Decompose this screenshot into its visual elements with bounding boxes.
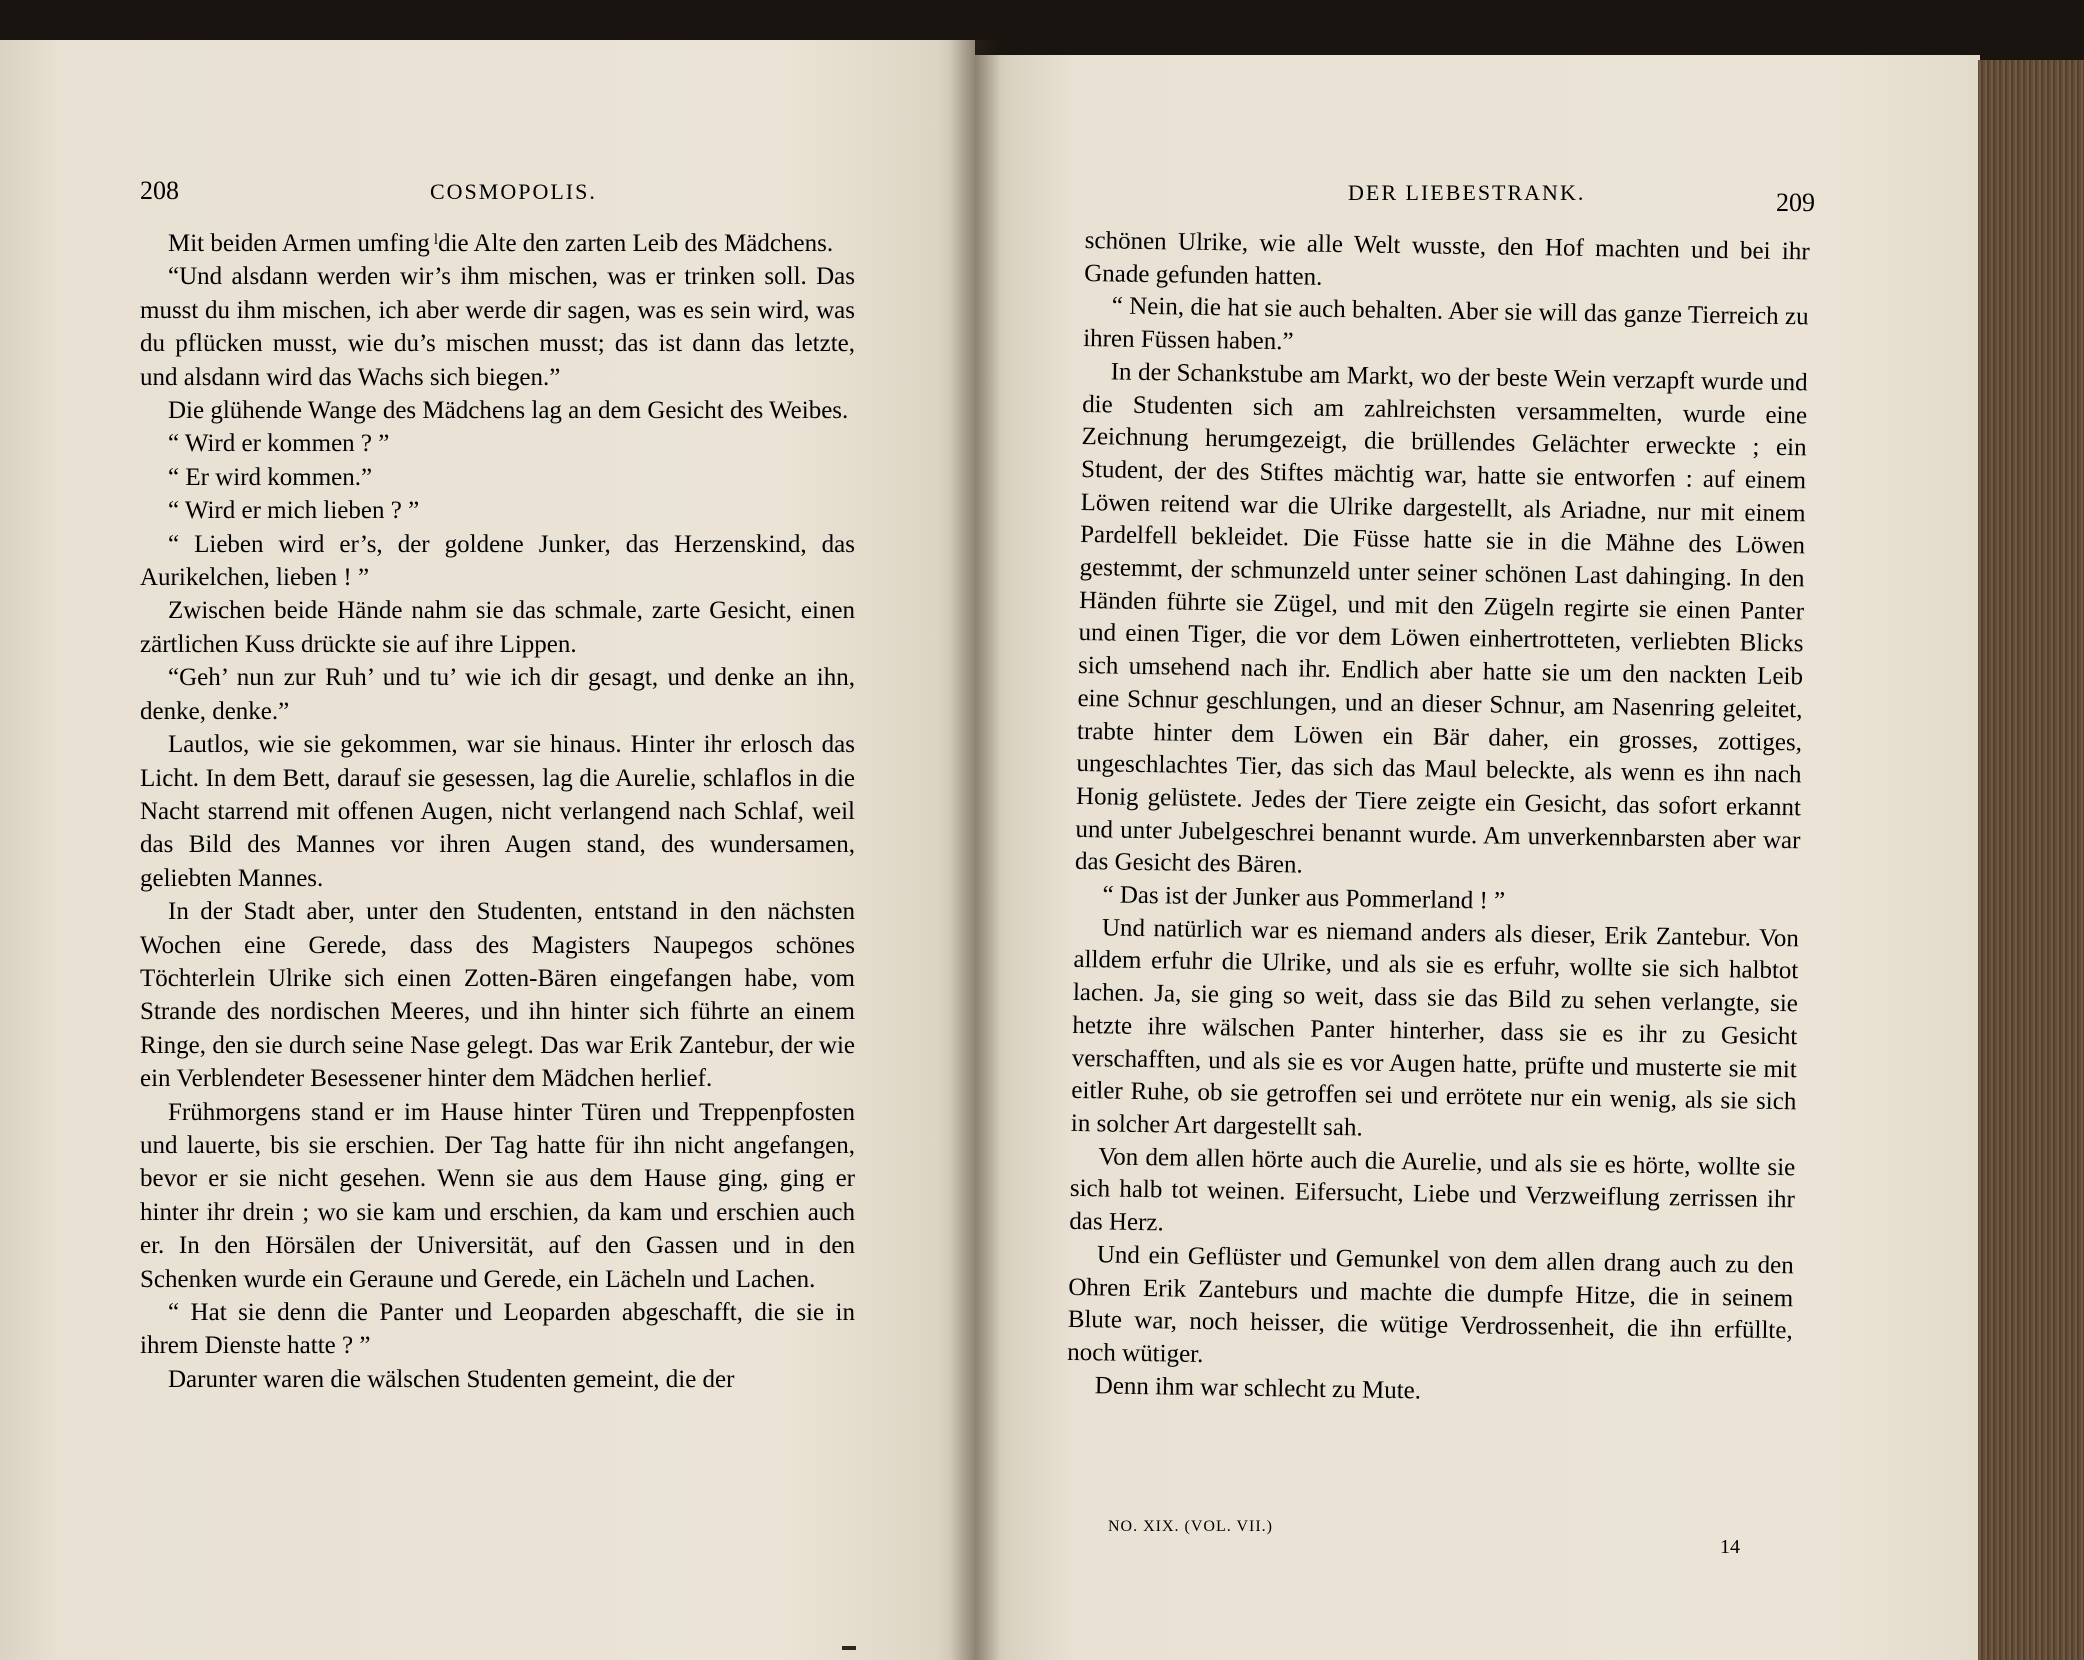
paragraph: Und natürlich war es niemand anders als dieser, Erik Zantebur. Von alldem erfuhr die Ulrike, und als sie es erfuhr, wollte sie sich halbtot lachen. Ja, sie ging so weit, dass sie das Bild zu sehen verlangte, sie hetzte ihre wälschen Panter hinterher, dass sie es ihr zu Gesicht verschafften, und als sie es vor Augen hatte, prüfte und musterte sie mit eitler Ruhe, ob sie getroffen sei und errötete nur ein wenig, als sie sich in solcher Art dargestellt sah. (1070, 914, 1800, 1142)
paragraph: “ Er wird kommen.” (168, 463, 373, 491)
paragraph: schönen Ulrike, wie alle Welt wusste, den Hof machten und bei ihr Gnade gefunden hatten. (1084, 226, 1810, 291)
paragraph: In der Stadt aber, unter den Studenten, entstand in den nächsten Wochen eine Gerede, dass des Magisters Naupegos schönes Töchterlein Ulrike sich einen Zotten-Bären eingefangen habe, vom Strande des nordischen Meeres, und ihn hinter sich führte an einem Ringe, den sie durch seine Nase gelegt. Das war Erik Zantebur, der wie ein Verblendeter Besessener hinter dem Mädchen herlief. (140, 898, 855, 1093)
paragraph: “ Wird er mich lieben ? ” (168, 497, 420, 525)
right-page-number: 209 (1776, 188, 1815, 217)
paragraph: “ Nein, die hat sie auch behalten. Aber sie will das ganze Tierreich zu ihren Füssen haben.” (1083, 292, 1809, 356)
paragraph: Darunter waren die wälschen Studenten gemeint, die der (168, 1365, 735, 1393)
paragraph: Die glühende Wange des Mädchens lag an dem Gesicht des Weibes. (168, 397, 849, 425)
left-page-text (140, 227, 855, 1396)
paragraph: Mit beiden Armen umfing ˡdie Alte den zarten Leib des Mädchens. (168, 230, 834, 257)
paragraph: Denn ihm war schlecht zu Mute. (1094, 1371, 1422, 1405)
paragraph: Frühmorgens stand er im Hause hinter Türen und Treppenpfosten und lauerte, bis sie erschien. Der Tag hatte für ihn nicht angefangen, bevor er sie nicht gesehen. Wenn sie aus dem Hause ging, ging er hinter ihr drein ; wo sie kam und erschien, da kam und erschien auch er. In den Hörsälen der Universität, auf den Gassen und in den Schenken wurde ein Geraune und Gerede, ein Lächeln und Lachen. (140, 1098, 855, 1293)
paragraph: “Geh’ nun zur Ruh’ und tu’ wie ich dir gesagt, und denke an ihn, denke, denke.” (140, 664, 855, 725)
paragraph: In der Schankstube am Markt, wo der beste Wein verzapft wurde und die Studenten sich am zahlreichsten versammelten, wurde eine Zeichnung herumgezeigt, die brüllendes Gelächter erweckte ; ein Student, der des Stiftes mächtig war, hatte sie entworfen : auf einem Löwen reitend war die Ulrike dargestellt, als Ariadne, nur mit einem Pardelfell bekleidet. Die Füsse hatte sie in die Mähne des Löwen gestemmt, der schmunzeld unter seiner schönen Last dahinging. In den Händen führte sie Zügel, und mit den Zügeln regirte sie einen Panter und einen Tiger, die vor dem Löwen einhertrotteten, verliebten Blicks sich umsehend nach ihr. Endlich aber hatte sie um den nackten Leib eine Schnur geschlungen, und an dieser Schnur, am Nasenring geleitet, trabte hinter dem Löwen ein Bär daher, ein grosses, zottiges, ungeschlachtes Tier, das sich das Maul beleckte, als wenn es ihn nach Honig gelüstete. Jedes der Tiere zeigte ein Gesicht, das sofort erkannt und unter Jubelgeschrei benannt wurde. Am unverkennbarsten aber war das Gesicht des Bären. (1074, 358, 1808, 879)
left-running-head: COSMOPOLIS. (430, 179, 597, 204)
paragraph: Von dem allen hörte auch die Aurelie, und als sie es hörte, wollte sie sich halb tot weinen. Eifersucht, Liebe und Verzweiflung zerrissen ihr das Herz. (1069, 1143, 1796, 1237)
paragraph: Lautlos, wie sie gekommen, war sie hinaus. Hinter ihr erlosch das Licht. In dem Bett, darauf sie gesessen, lag die Aurelie, schlaflos in die Nacht starrend mit offenen Augen, nicht verlangend nach Schlaf, weil das Bild des Mannes vor ihren Augen stand, des wundersamen, geliebten Mannes. (140, 731, 855, 892)
signature-number: 14 (1720, 1536, 1740, 1558)
page-edges (1978, 60, 2084, 1660)
signature-mark: NO. XIX. (VOL. VII.) (1108, 1518, 1274, 1535)
paragraph: Zwischen beide Hände nahm sie das schmale, zarte Gesicht, einen zärtlichen Kuss drückte sie auf ihre Lippen. (140, 597, 855, 658)
page-mark (842, 1646, 856, 1650)
paragraph: “ Wird er kommen ? ” (168, 430, 390, 458)
paragraph: “ Lieben wird er’s, der goldene Junker, das Herzenskind, das Aurikelchen, lieben ! ” (140, 530, 855, 592)
right-page-text (1067, 225, 1810, 1414)
book-gutter (950, 40, 1000, 1660)
left-page-number: 208 (140, 176, 179, 205)
paragraph: “ Hat sie denn die Panter und Leoparden abgeschafft, die sie in ihrem Dienste hatte ? ” (140, 1299, 855, 1360)
paragraph: Und ein Geflüster und Gemunkel von dem allen drang auch zu den Ohren Erik Zanteburs und machte die dumpfe Hitze, die in seinem Blute war, noch heisser, die wütige Verdrossenheit, die ihn erfüllte, noch wütiger. (1067, 1241, 1794, 1368)
paragraph: “Und alsdann werden wir’s ihm mischen, was er trinken soll. Das musst du ihm mischen, ich aber werde dir sagen, was es sein wird, was du pflücken musst, wie du’s mischen musst; das ist dann das letzte, und alsdann wird das Wachs sich biegen.” (140, 263, 855, 391)
paragraph: “ Das ist der Junker aus Pommerland ! ” (1102, 881, 1506, 915)
right-running-head: DER LIEBESTRANK. (1348, 180, 1586, 205)
